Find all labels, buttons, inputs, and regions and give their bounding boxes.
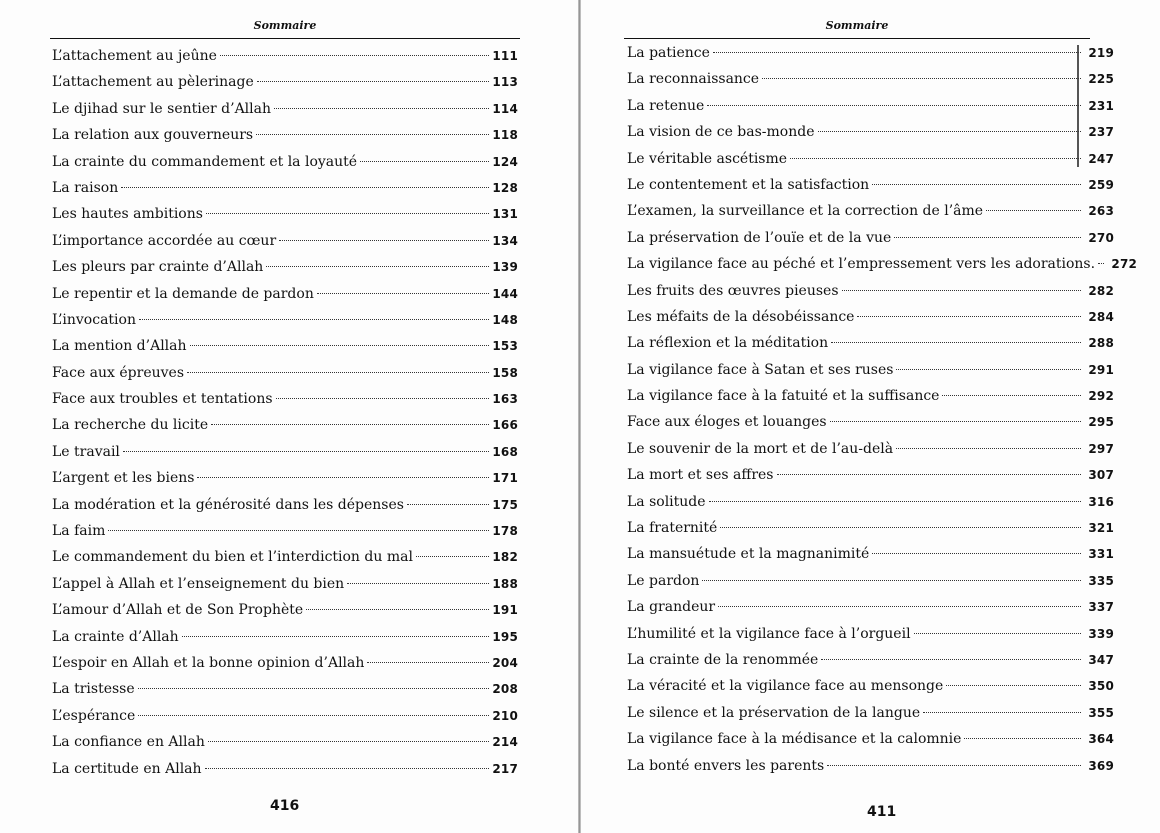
toc-entry-title: Face aux éloges et louanges: [627, 414, 827, 431]
toc-entry-title: Les méfaits de la désobéissance: [627, 308, 855, 325]
toc-entry-title: L’invocation: [52, 311, 136, 328]
toc-entry-page-number: 153: [492, 339, 518, 354]
toc-entry-page-number: 188: [492, 576, 518, 591]
toc-entry: [52, 492, 518, 518]
toc-entry: [627, 40, 1114, 66]
toc-entry-page-number: 131: [492, 207, 518, 222]
toc-entry: [627, 673, 1114, 699]
toc-entry: [52, 439, 518, 465]
dot-leader: [257, 81, 489, 82]
toc-entry-page-number: 204: [492, 655, 518, 670]
toc-entry-title: La préservation de l’ouïe et de la vue: [627, 229, 892, 246]
toc-entry-title: La mort et ses affres: [627, 467, 774, 484]
table-of-contents: [627, 40, 1138, 779]
toc-entry-page-number: 217: [492, 761, 518, 776]
toc-entry: [627, 225, 1114, 251]
toc-entry-page-number: 295: [1088, 415, 1114, 430]
toc-entry: [627, 330, 1114, 356]
dot-leader: [317, 293, 489, 294]
dot-leader: [1098, 263, 1104, 264]
toc-entry: [52, 703, 518, 729]
toc-entry: [627, 515, 1114, 541]
toc-entry-title: L’argent et les biens: [52, 470, 195, 487]
toc-entry-title: Le travail: [52, 443, 120, 460]
toc-entry: [627, 647, 1114, 673]
toc-entry-title: La fraternité: [627, 520, 718, 537]
dot-leader: [831, 342, 1081, 343]
dot-leader: [709, 501, 1081, 502]
toc-entry-page-number: 292: [1088, 389, 1114, 404]
toc-entry: [627, 251, 1138, 277]
toc-entry: [627, 700, 1114, 726]
dot-leader: [821, 659, 1081, 660]
toc-entry-page-number: 259: [1088, 177, 1114, 192]
dot-leader: [777, 474, 1082, 475]
toc-entry-page-number: 316: [1088, 494, 1114, 509]
toc-entry: [627, 621, 1114, 647]
dot-leader: [279, 240, 489, 241]
toc-entry-title: La recherche du licite: [52, 417, 209, 434]
toc-entry: [627, 172, 1114, 198]
toc-entry-title: La faim: [52, 523, 106, 540]
dot-leader: [896, 448, 1081, 449]
toc-entry-title: La retenue: [627, 97, 705, 114]
dot-leader: [407, 504, 489, 505]
dot-leader: [942, 395, 1081, 396]
dot-leader: [894, 237, 1081, 238]
toc-entry-page-number: 148: [492, 312, 518, 327]
dot-leader: [790, 158, 1081, 159]
dot-leader: [360, 161, 489, 162]
toc-entry: [627, 198, 1114, 224]
toc-entry: [627, 278, 1114, 304]
left-page: [0, 0, 578, 833]
toc-entry: [627, 119, 1114, 145]
toc-entry-title: L’amour d’Allah et de Son Prophète: [52, 602, 304, 619]
toc-entry: [627, 489, 1114, 515]
toc-entry-page-number: 191: [492, 603, 518, 618]
dot-leader: [266, 266, 489, 267]
toc-entry-title: La relation aux gouverneurs: [52, 127, 254, 144]
dot-leader: [276, 398, 489, 399]
dot-leader: [138, 688, 489, 689]
toc-entry-page-number: 144: [492, 286, 518, 301]
toc-entry-page-number: 114: [492, 101, 518, 116]
page-number: 416: [270, 798, 300, 814]
toc-entry: [627, 568, 1114, 594]
dot-leader: [830, 421, 1081, 422]
toc-entry: [52, 597, 518, 623]
dot-leader: [367, 662, 489, 663]
toc-entry-page-number: 111: [492, 49, 518, 63]
toc-entry-page-number: 214: [492, 735, 518, 750]
toc-entry: [627, 541, 1114, 567]
dot-leader: [416, 556, 489, 557]
toc-entry-page-number: 195: [492, 629, 518, 644]
toc-entry-page-number: 128: [492, 180, 518, 195]
toc-entry: [52, 544, 518, 570]
dot-leader: [718, 606, 1081, 607]
dot-leader: [762, 78, 1081, 79]
dot-leader: [827, 765, 1081, 766]
toc-entry-title: Le silence et la préservation de la langue: [627, 704, 921, 721]
dot-leader: [208, 741, 489, 742]
toc-entry-title: La confiance en Allah: [52, 734, 205, 751]
toc-entry-title: La certitude en Allah: [52, 760, 202, 777]
toc-entry: [52, 254, 518, 280]
dot-leader: [138, 715, 489, 716]
toc-entry-title: L’appel à Allah et l’enseignement du bien: [52, 575, 345, 592]
toc-entry-title: L’attachement au jeûne: [52, 48, 217, 64]
dot-leader: [964, 738, 1081, 739]
toc-entry-title: Le commandement du bien et l’interdiction du mal: [52, 549, 413, 566]
toc-entry-page-number: 270: [1088, 230, 1114, 245]
toc-entry-page-number: 168: [492, 444, 518, 459]
dot-leader: [896, 369, 1081, 370]
toc-entry: [52, 333, 518, 359]
toc-entry-page-number: 124: [492, 154, 518, 169]
toc-entry-page-number: 337: [1088, 600, 1114, 615]
dot-leader: [206, 213, 489, 214]
toc-entry-page-number: 297: [1088, 441, 1114, 456]
dot-leader: [121, 187, 489, 188]
toc-entry-title: L’attachement au pèlerinage: [52, 74, 254, 91]
toc-entry-title: Les pleurs par crainte d’Allah: [52, 259, 264, 276]
toc-entry: [627, 753, 1114, 779]
toc-entry-title: La patience: [627, 45, 710, 61]
toc-entry: [52, 360, 518, 386]
toc-entry-title: La modération et la générosité dans les dépenses: [52, 496, 404, 513]
dot-leader: [108, 530, 489, 531]
toc-entry-title: La tristesse: [52, 681, 135, 698]
toc-entry-page-number: 331: [1088, 547, 1114, 562]
toc-entry-page-number: 291: [1088, 362, 1114, 377]
dot-leader: [946, 685, 1081, 686]
toc-entry: [52, 228, 518, 254]
toc-entry-page-number: 282: [1088, 283, 1114, 298]
toc-entry-page-number: 247: [1088, 151, 1114, 166]
dot-leader: [720, 527, 1081, 528]
dot-leader: [123, 451, 489, 452]
toc-entry: [52, 412, 518, 438]
toc-entry-title: L’espoir en Allah et la bonne opinion d’Allah: [52, 654, 365, 671]
toc-entry-title: La vigilance face à la médisance et la calomnie: [627, 731, 962, 748]
toc-entry-page-number: 139: [492, 260, 518, 275]
dot-leader: [702, 580, 1081, 581]
dot-leader: [190, 345, 489, 346]
toc-entry: [627, 436, 1114, 462]
toc-entry-title: L’examen, la surveillance et la correction de l’âme: [627, 203, 984, 220]
toc-entry: [52, 307, 518, 333]
toc-entry: [52, 650, 518, 676]
toc-entry-page-number: 369: [1088, 758, 1114, 773]
toc-entry: [627, 93, 1114, 119]
toc-entry: [627, 462, 1114, 488]
toc-entry: [52, 729, 518, 755]
toc-entry-page-number: 263: [1088, 204, 1114, 219]
toc-entry: [627, 409, 1114, 435]
toc-entry-page-number: 284: [1088, 309, 1114, 324]
dot-leader: [857, 316, 1081, 317]
toc-entry: [627, 146, 1114, 172]
toc-entry-page-number: 347: [1088, 652, 1114, 667]
toc-entry-page-number: 364: [1088, 732, 1114, 747]
toc-entry-page-number: 231: [1088, 98, 1114, 113]
toc-entry-page-number: 350: [1088, 679, 1114, 694]
toc-entry-page-number: 134: [492, 233, 518, 248]
toc-entry-page-number: 163: [492, 392, 518, 407]
toc-entry: [52, 386, 518, 412]
toc-entry: [627, 383, 1114, 409]
toc-entry-title: Le pardon: [627, 572, 700, 589]
toc-entry-title: Face aux troubles et tentations: [52, 391, 273, 408]
toc-entry-title: La reconnaissance: [627, 71, 760, 88]
toc-entry-title: La crainte d’Allah: [52, 628, 179, 645]
dot-leader: [923, 712, 1081, 713]
dot-leader: [347, 583, 489, 584]
dot-leader: [914, 633, 1081, 634]
toc-entry-page-number: 225: [1088, 72, 1114, 87]
dot-leader: [187, 372, 489, 373]
toc-entry: [627, 357, 1114, 383]
toc-entry-page-number: 166: [492, 418, 518, 433]
toc-entry: [52, 175, 518, 201]
toc-entry-title: La solitude: [627, 493, 706, 510]
dot-leader: [256, 134, 489, 135]
toc-entry-page-number: 288: [1088, 336, 1114, 351]
toc-entry-page-number: 355: [1088, 705, 1114, 720]
dot-leader: [818, 131, 1081, 132]
toc-entry-title: Le repentir et la demande de pardon: [52, 285, 314, 302]
toc-entry: [52, 571, 518, 597]
toc-entry-title: L’espérance: [52, 707, 136, 724]
toc-entry-page-number: 321: [1088, 521, 1114, 536]
dot-leader: [713, 52, 1081, 53]
dot-leader: [182, 636, 489, 637]
dot-leader: [872, 553, 1081, 554]
toc-entry-title: La vigilance face à la fatuité et la suffisance: [627, 388, 940, 405]
toc-entry-page-number: 219: [1088, 46, 1114, 60]
toc-entry-page-number: 182: [492, 550, 518, 565]
toc-entry-title: Le souvenir de la mort et de l’au-delà: [627, 440, 894, 457]
toc-entry: [627, 304, 1114, 330]
toc-entry: [52, 676, 518, 702]
toc-entry-page-number: 171: [492, 471, 518, 486]
toc-entry-title: Le contentement et la satisfaction: [627, 176, 870, 193]
toc-entry: [627, 726, 1114, 752]
toc-entry-page-number: 113: [492, 75, 518, 90]
dot-leader: [986, 210, 1081, 211]
toc-entry-title: La mansuétude et la magnanimité: [627, 546, 870, 563]
dot-leader: [205, 768, 489, 769]
toc-entry: [52, 69, 518, 95]
dot-leader: [872, 184, 1081, 185]
toc-entry: [52, 122, 518, 148]
toc-entry: [52, 756, 518, 782]
dot-leader: [274, 108, 489, 109]
toc-entry-page-number: 175: [492, 497, 518, 512]
toc-entry-title: La mention d’Allah: [52, 338, 187, 355]
page-number: 411: [867, 804, 897, 820]
toc-entry-title: La crainte du commandement et la loyauté: [52, 153, 358, 170]
toc-entry: [52, 149, 518, 175]
toc-entry-title: La raison: [52, 179, 119, 196]
toc-entry-title: Les fruits des œuvres pieuses: [627, 282, 839, 299]
toc-entry-page-number: 307: [1088, 468, 1114, 483]
dot-leader: [306, 609, 489, 610]
toc-entry: [52, 624, 518, 650]
toc-entry: [52, 465, 518, 491]
toc-entry-page-number: 178: [492, 524, 518, 539]
toc-entry-title: L’humilité et la vigilance face à l’orgueil: [627, 625, 911, 642]
dot-leader: [139, 319, 489, 320]
page-header: Sommaire: [624, 16, 1090, 39]
toc-entry-title: La vigilance face au péché et l’empressement vers les adorations.: [627, 256, 1096, 273]
toc-entry-title: L’importance accordée au cœur: [52, 232, 277, 249]
toc-entry-title: La véracité et la vigilance face au mensonge: [627, 678, 944, 695]
page-header: Sommaire: [50, 16, 520, 39]
toc-entry: [52, 201, 518, 227]
toc-entry: [627, 594, 1114, 620]
toc-entry-page-number: 118: [492, 128, 518, 143]
toc-entry-title: La bonté envers les parents: [627, 757, 825, 774]
toc-entry-page-number: 272: [1111, 257, 1138, 272]
toc-entry-page-number: 158: [492, 365, 518, 380]
toc-entry-title: La crainte de la renommée: [627, 651, 819, 668]
dot-leader: [707, 105, 1081, 106]
toc-entry-title: La grandeur: [627, 599, 716, 616]
table-of-contents: [52, 43, 518, 782]
toc-entry: [52, 43, 518, 69]
dot-leader: [842, 290, 1081, 291]
toc-entry-title: Le véritable ascétisme: [627, 150, 788, 167]
toc-entry-page-number: 208: [492, 682, 518, 697]
toc-entry-title: Face aux épreuves: [52, 364, 185, 381]
toc-entry-page-number: 339: [1088, 626, 1114, 641]
toc-entry-title: Le djihad sur le sentier d’Allah: [52, 100, 272, 117]
toc-entry-title: La vision de ce bas-monde: [627, 124, 815, 141]
toc-entry-title: La vigilance face à Satan et ses ruses: [627, 361, 894, 378]
toc-entry: [627, 66, 1114, 92]
toc-entry: [52, 96, 518, 122]
toc-entry-title: Les hautes ambitions: [52, 206, 203, 223]
dot-leader: [211, 424, 489, 425]
toc-entry: [52, 281, 518, 307]
dot-leader: [197, 477, 489, 478]
toc-entry-title: La réflexion et la méditation: [627, 335, 829, 352]
toc-entry: [52, 518, 518, 544]
toc-entry-page-number: 237: [1088, 125, 1114, 140]
dot-leader: [220, 55, 489, 56]
toc-entry-page-number: 210: [492, 708, 518, 723]
right-page: [581, 0, 1160, 833]
toc-entry-page-number: 335: [1088, 573, 1114, 588]
